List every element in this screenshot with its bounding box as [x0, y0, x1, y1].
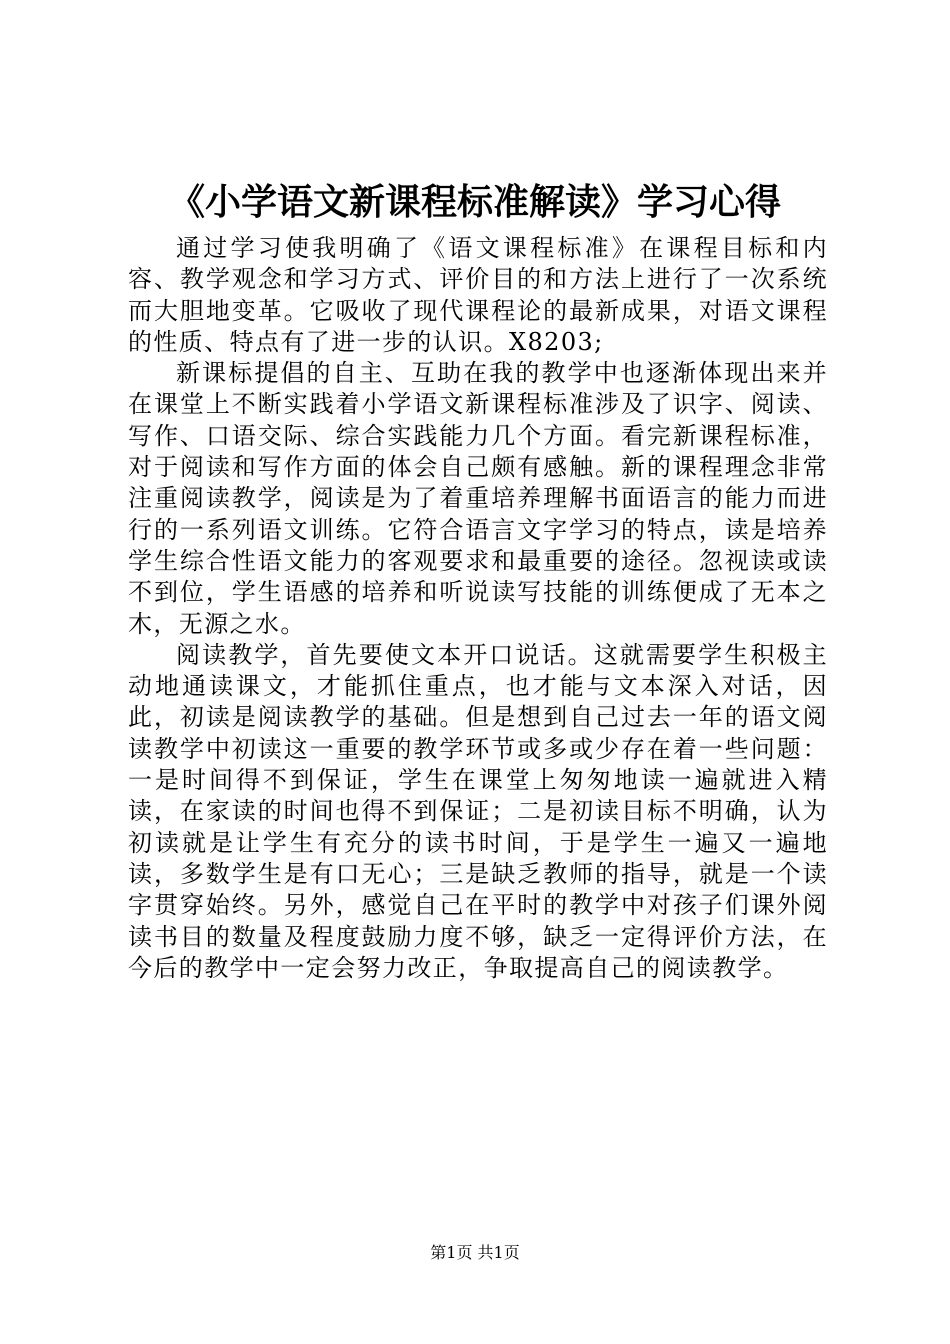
- paragraph-2: 新课标提倡的自主、互助在我的教学中也逐渐体现出来并在课堂上不断实践着小学语文新课程标准涉及了识字、阅读、写作、口语交际、综合实践能力几个方面。看完新课程标准，对于阅读和写作方面的体会自己颇有感触。新的课程理念非常注重阅读教学，阅读是为了着重培养理解书面语言的能力而进行的一系列语文训练。它符合语言文字学习的特点，读是培养学生综合性语文能力的客观要求和最重要的途径。忽视读或读不到位，学生语感的培养和听说读写技能的训练便成了无本之木，无源之水。: [128, 359, 828, 638]
- document-title: 《小学语文新课程标准解读》学习心得: [168, 181, 781, 223]
- page-footer: 第1页 共1页: [430, 1243, 520, 1262]
- paragraph-1: 通过学习使我明确了《语文课程标准》在课程目标和内容、教学观念和学习方式、评价目的和方法上进行了一次系统而大胆地变革。它吸收了现代课程论的最新成果，对语文课程的性质、特点有了进一步的认识。X8203;: [128, 234, 828, 356]
- document-body: [128, 233, 828, 984]
- paragraph-3: 阅读教学，首先要使文本开口说话。这就需要学生积极主动地通读课文，才能抓住重点，也才能与文本深入对话，因此，初读是阅读教学的基础。但是想到自己过去一年的语文阅读教学中初读这一重要的教学环节或多或少存在着一些问题：一是时间得不到保证，学生在课堂上匆匆地读一遍就进入精读，在家读的时间也得不到保证；二是初读目标不明确，认为初读就是让学生有充分的读书时间，于是学生一遍又一遍地读，多数学生是有口无心；三是缺乏教师的指导，就是一个读字贯穿始终。另外，感觉自己在平时的教学中对孩子们课外阅读书目的数量及程度鼓励力度不够，缺乏一定得评价方法，在今后的教学中一定会努力改正，争取提高自己的阅读教学。: [128, 640, 828, 982]
